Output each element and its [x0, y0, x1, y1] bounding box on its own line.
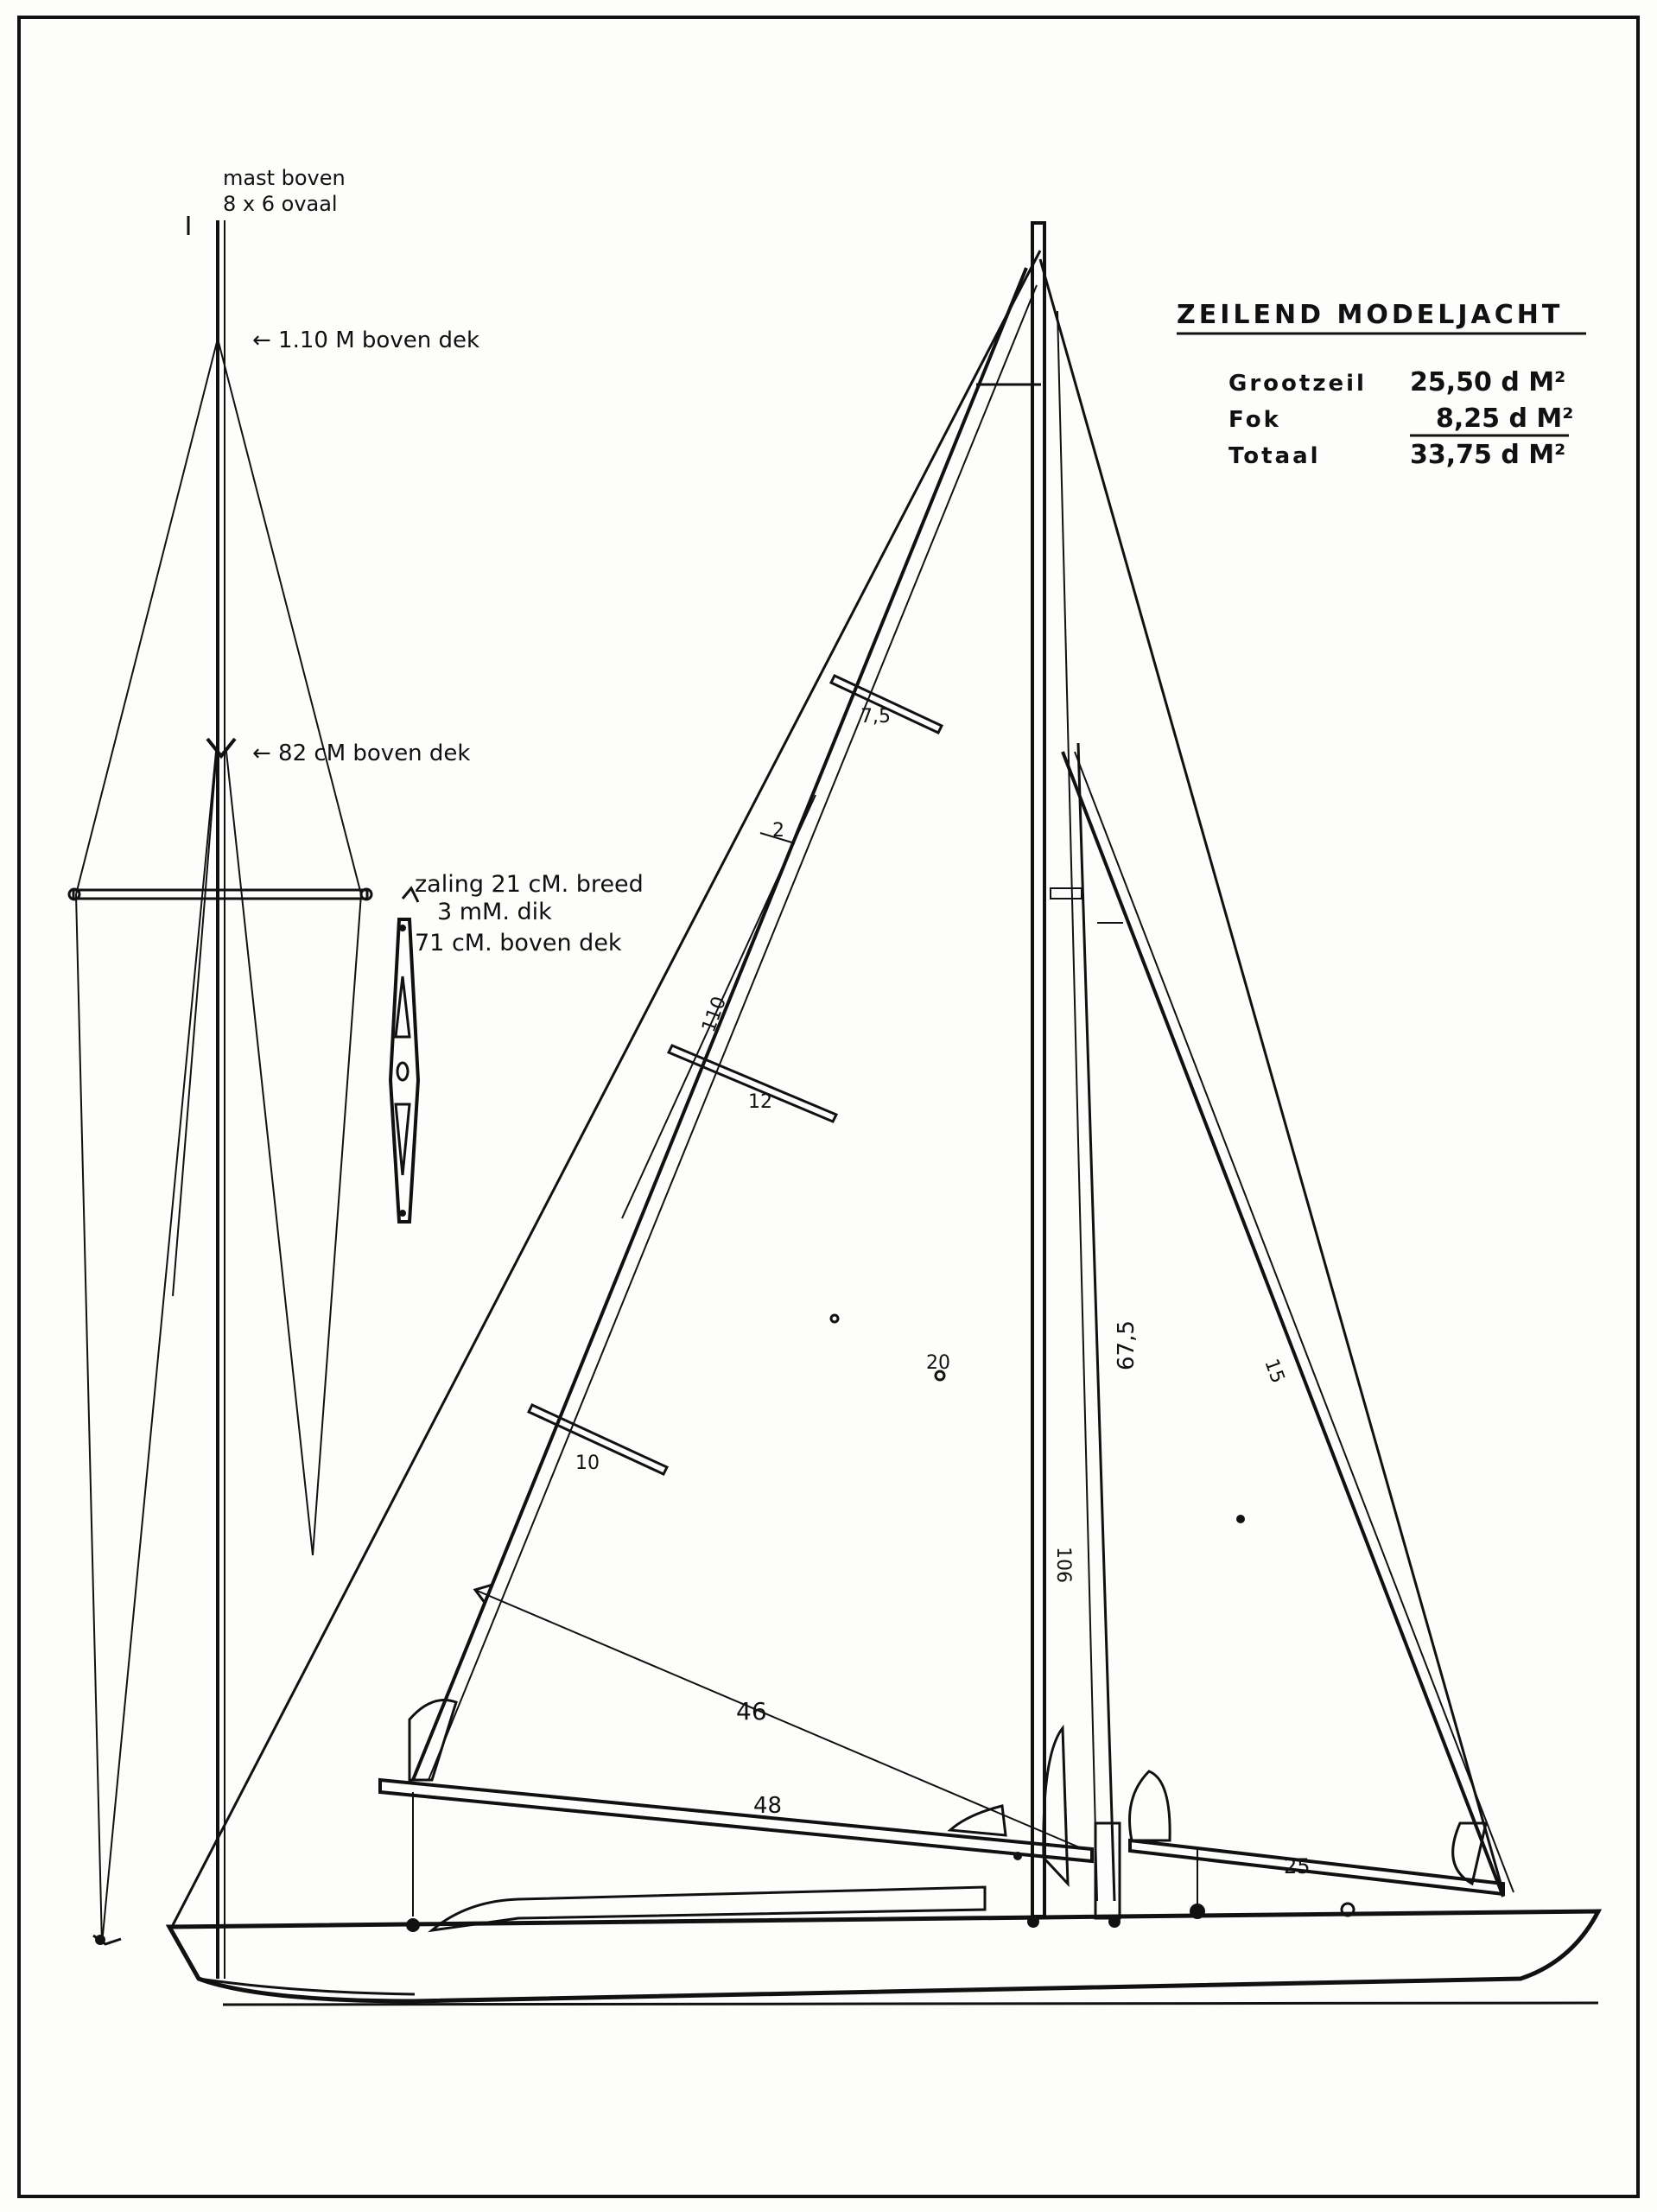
dim-mast-lower: 106 [1052, 1547, 1074, 1583]
inner-stay-left [173, 760, 216, 1296]
dim-boom: 48 [753, 1793, 783, 1819]
spreader-note-line3: 71 cM. boven dek [415, 930, 622, 957]
mast-top-note-line1: mast boven [223, 166, 346, 190]
dim-batten-low: 10 [575, 1452, 600, 1474]
sail-eyelet-1 [831, 1315, 838, 1322]
deck-fitting-4 [1190, 1904, 1205, 1919]
dim-diagonal: 46 [736, 1697, 767, 1726]
spreader-note-line1: zaling 21 cM. breed [415, 871, 644, 898]
hull-outline [169, 1911, 1598, 2001]
shroud-lower-right [313, 894, 361, 1555]
spreader-detail-cutout-top [396, 976, 409, 1037]
dim-jib-boom: 25 [1284, 1854, 1311, 1878]
hull [169, 1887, 1598, 2005]
waterline [223, 2003, 1598, 2005]
jib-leech-inner [1075, 752, 1514, 1892]
dim-jib-width: 2 [772, 820, 784, 842]
spreader-detail-hole [397, 1063, 408, 1080]
sail-area-table [1177, 300, 1586, 470]
mast-step [1095, 1823, 1120, 1918]
sail-table-value-fok: 8,25 d M² [1436, 404, 1574, 434]
chainplate-pin [95, 1935, 105, 1945]
main-mast [1032, 223, 1044, 1916]
sail-number-mark: 20 [926, 1352, 950, 1374]
mast-rigging-elevation [69, 216, 371, 1979]
mast-note-110: ← 1.10 M boven dek [252, 327, 479, 353]
jib-gooseneck-fairing [1130, 1771, 1171, 1840]
sail-table-label-totaal: Totaal [1228, 443, 1321, 469]
mainsheet-fairing [950, 1806, 1006, 1835]
sail-table-label-grootzeil: Grootzeil [1228, 371, 1367, 397]
mainsail-leech-inner [429, 285, 1037, 1780]
sail-table-label-fok: Fok [1228, 407, 1281, 433]
gooseneck-fairing [1044, 1728, 1068, 1884]
sail-table-title: ZEILEND MODELJACHT [1177, 300, 1564, 330]
dim-batten-top: 7,5 [860, 706, 891, 728]
mast-band [1051, 888, 1082, 899]
clew-fairing [1453, 1823, 1486, 1884]
sail-plan [173, 223, 1514, 1925]
dim-luff: 110 [698, 994, 732, 1036]
dim-forestay: 15 [1260, 1356, 1289, 1387]
spreader-note-line2: 3 mM. dik [437, 899, 552, 925]
forestay [173, 251, 1040, 1925]
sail-eyelet-2 [1236, 1515, 1245, 1523]
spreader-detail-end-bottom [399, 1210, 406, 1217]
mast-note-82: ← 82 cM boven dek [252, 741, 471, 766]
deck-fitting-1 [406, 1918, 420, 1932]
deck-fitting-2 [1027, 1916, 1039, 1928]
deck-fitting-3 [1108, 1916, 1121, 1928]
backstay [1040, 259, 1503, 1892]
boom-block [1013, 1852, 1022, 1860]
hound-fitting [207, 739, 235, 756]
upper-shroud-right [218, 339, 361, 894]
jibstay [1078, 743, 1114, 1901]
dim-batten-mid: 12 [748, 1091, 772, 1113]
spreader-detail-end-top [399, 925, 406, 931]
upper-shroud-left [76, 339, 218, 894]
main-boom [380, 1780, 1092, 1861]
dim-mast-upper: 67,5 [1114, 1320, 1140, 1370]
spreader-detail-cutout-bottom [396, 1104, 409, 1175]
mast-top-note-line2: 8 x 6 ovaal [223, 192, 338, 216]
jib-luff-line [1057, 311, 1097, 1901]
jib-boom [1130, 1840, 1503, 1894]
spreader-detail-outline [390, 919, 418, 1222]
sail-table-value-totaal: 33,75 d M² [1410, 440, 1566, 470]
lower-shroud-right [226, 752, 313, 1555]
sail-table-value-grootzeil: 25,50 d M² [1410, 367, 1566, 397]
lower-shroud-left [102, 752, 216, 1944]
shroud-lower-left [76, 894, 102, 1944]
spreader-bar [73, 890, 367, 899]
